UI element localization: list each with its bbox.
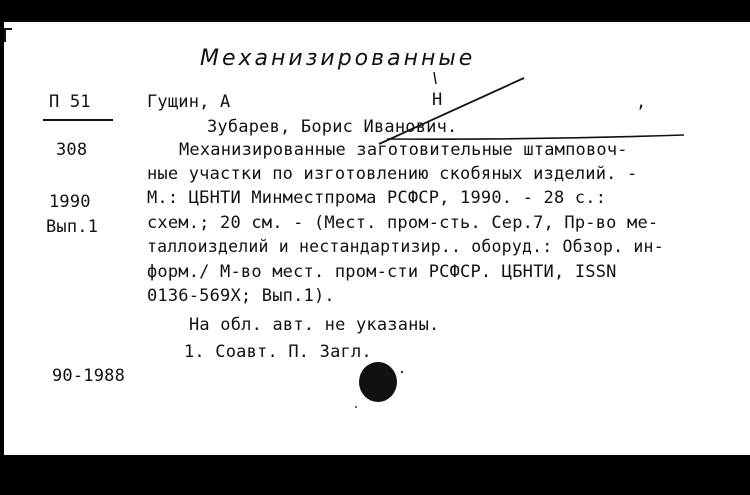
author-extra-initial: Н <box>432 90 443 110</box>
body-line: форм./ М-во мест. пром-сти РСФСР. ЦБНТИ, ISSN <box>147 262 617 282</box>
shelf-year: 1990 <box>49 192 91 212</box>
author-heading: Гущин, А <box>147 92 231 112</box>
body-line: таллоизделий и нестандартизир.. оборуд.: Обзор. ин- <box>147 237 664 256</box>
handwritten-note: Механизированные <box>200 46 476 71</box>
shelf-divider <box>43 119 113 121</box>
shelf-issue: Вып.1 <box>46 217 99 237</box>
punch-hole-blot <box>359 362 397 402</box>
author-comma: , <box>636 92 647 112</box>
body-line: Механизированные заготовительные штамповоч- <box>179 140 628 160</box>
body-line: ные участки по изготовлению скобяных изделий. - <box>147 164 638 184</box>
shelf-index: П 51 <box>49 92 91 112</box>
body-line: схем.; 20 см. - (Мест. пром-сть. Сер.7, Пр-во ме- <box>147 213 659 233</box>
body-line: 0136-569X; Вып.1). <box>147 286 335 306</box>
card-code: 90-1988 <box>52 366 126 386</box>
speck <box>401 371 403 373</box>
handwritten-tick <box>434 72 436 84</box>
coauthor-line: Зубарев, Борис Иванович. <box>207 117 458 137</box>
body-line: М.: ЦБНТИ Минместпрома РСФСР, 1990. - 28 с.: <box>147 188 607 208</box>
speck <box>355 406 357 408</box>
catalog-card <box>4 22 750 455</box>
note-line: На обл. авт. не указаны. <box>189 315 440 335</box>
shelf-number: 308 <box>56 140 88 160</box>
tracing-line: 1. Соавт. П. Загл. <box>184 342 372 362</box>
